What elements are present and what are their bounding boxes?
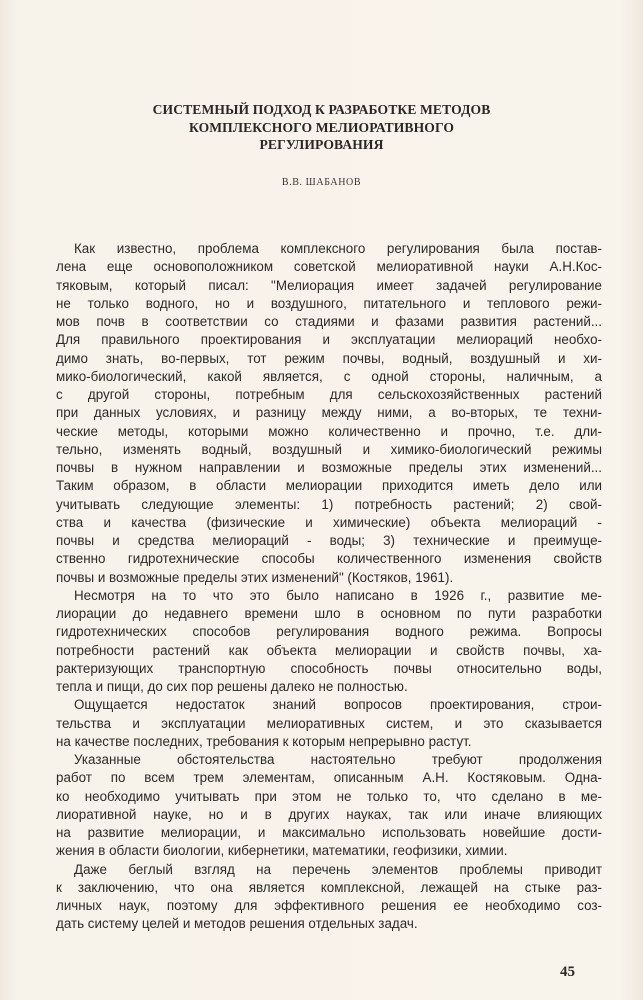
text-line: тяковым, который писал: "Мелиорация имеет задачей регулирование — [56, 277, 602, 293]
text-line: мов почв в соответствии со стадиями и фазами развития растений... — [56, 314, 602, 329]
text-line: ственно гидротехнические способы количественного изменения свойств — [56, 551, 602, 567]
title-line-2: КОМПЛЕКСНОГО МЕЛИОРАТИВНОГО — [188, 119, 455, 135]
text-line: учитывать следующие элементы: 1) потребность растений; 2) свой- — [56, 496, 602, 512]
title-line-1: СИСТЕМНЫЙ ПОДХОД К РАЗРАБОТКЕ МЕТОДОВ — [152, 102, 491, 117]
text-line: работ по всем трем элементам, описанным А.Н. Костяковым. Одна- — [56, 770, 602, 786]
text-line: Даже беглый взгляд на перечень элементов проблемы приводит — [74, 861, 602, 877]
text-line: дать систему целей и методов решения отдельных задач. — [56, 916, 418, 932]
text-line: на развитие мелиорации, и максимально использовать новейшие дости- — [56, 825, 602, 840]
text-line: тельно, изменять водный, воздушный и химико-биологический режимы — [56, 441, 602, 457]
text-line: гидротехнических способов регулирования водного режима. Вопросы — [56, 624, 602, 640]
text-line: ко необходимо учитывать при этом не только то, что сделано в ме- — [56, 788, 602, 804]
text-line: лиорации до недавнего времени шло в основном по пути разработки — [56, 606, 602, 621]
text-line: при данных условиях, и разницу между ними, а во-вторых, те техни- — [56, 405, 602, 421]
text-line: на качестве последних, требования к которым непрерывно растут. — [56, 733, 472, 749]
article-body — [56, 240, 602, 934]
text-line: почвы и возможные пределы этих изменений" (Костяков, 1961). — [56, 569, 454, 585]
page-number: 45 — [560, 964, 575, 980]
text-line: димо знать, во-первых, тот режим почвы, водный, воздушный и хи- — [56, 350, 602, 366]
text-line: Для правильного проектирования и эксплуатации мелиораций необхо- — [56, 332, 602, 348]
text-line: Таким образом, в области мелиорации приходится иметь дело или — [56, 478, 602, 494]
text-line: Как известно, проблема комплексного регулирования была постав- — [74, 241, 602, 256]
article-title — [80, 101, 563, 154]
text-line: тельства и эксплуатации мелиоративных систем, и это сказывается — [56, 715, 602, 731]
text-line: ческие методы, которыми можно количественно и прочно, т.е. дли- — [56, 423, 602, 439]
text-line: почвы и средства мелиораций - воды; 3) технические и преимуще- — [56, 533, 602, 548]
text-line: лена еще основоположником советской мелиоративной науки А.Н.Кос- — [56, 259, 602, 275]
text-line: Указанные обстоятельства настоятельно требуют продолжения — [74, 752, 602, 767]
text-line: тепла и пищи, до сих пор решены далеко не полностью. — [56, 679, 408, 694]
text-line: почвы в нужном направлении и возможные пределы этих изменений... — [56, 460, 602, 475]
text-line: лиоративной науке, но и в других науках, так или иначе влияющих — [56, 806, 602, 822]
text-line: рактеризующих транспортную способность почвы относительно воды, — [56, 660, 602, 676]
author-name: В.В. ШАБАНОВ — [281, 177, 362, 188]
text-line: личных наук, поэтому для эффективного решения ее необходимо соз- — [56, 898, 602, 913]
text-line: мико-биологический, какой является, с одной стороны, наличным, а — [56, 368, 602, 384]
title-line-3: РЕГУЛИРОВАНИЯ — [259, 137, 384, 152]
text-line: к заключению, что она является комплексной, лежащей на стыке раз- — [56, 879, 602, 895]
text-line: жения в области биологии, кибернетики, математики, геофизики, химии. — [56, 843, 508, 859]
text-line: с другой стороны, потребным для сельскохозяйственных растений — [56, 387, 602, 402]
text-line: потребности растений как объекта мелиорации и свойств почвы, ха- — [56, 642, 602, 658]
text-line: ства и качества (физические и химические) объекта мелиораций - — [56, 514, 602, 530]
text-line: Несмотря на то что это было написано в 1926 г., развитие ме- — [74, 587, 602, 603]
text-line: Ощущается недостаток знаний вопросов проектирования, строи- — [74, 697, 602, 713]
text-line: не только водного, но и воздушного, питательного и теплового режи- — [56, 295, 602, 311]
